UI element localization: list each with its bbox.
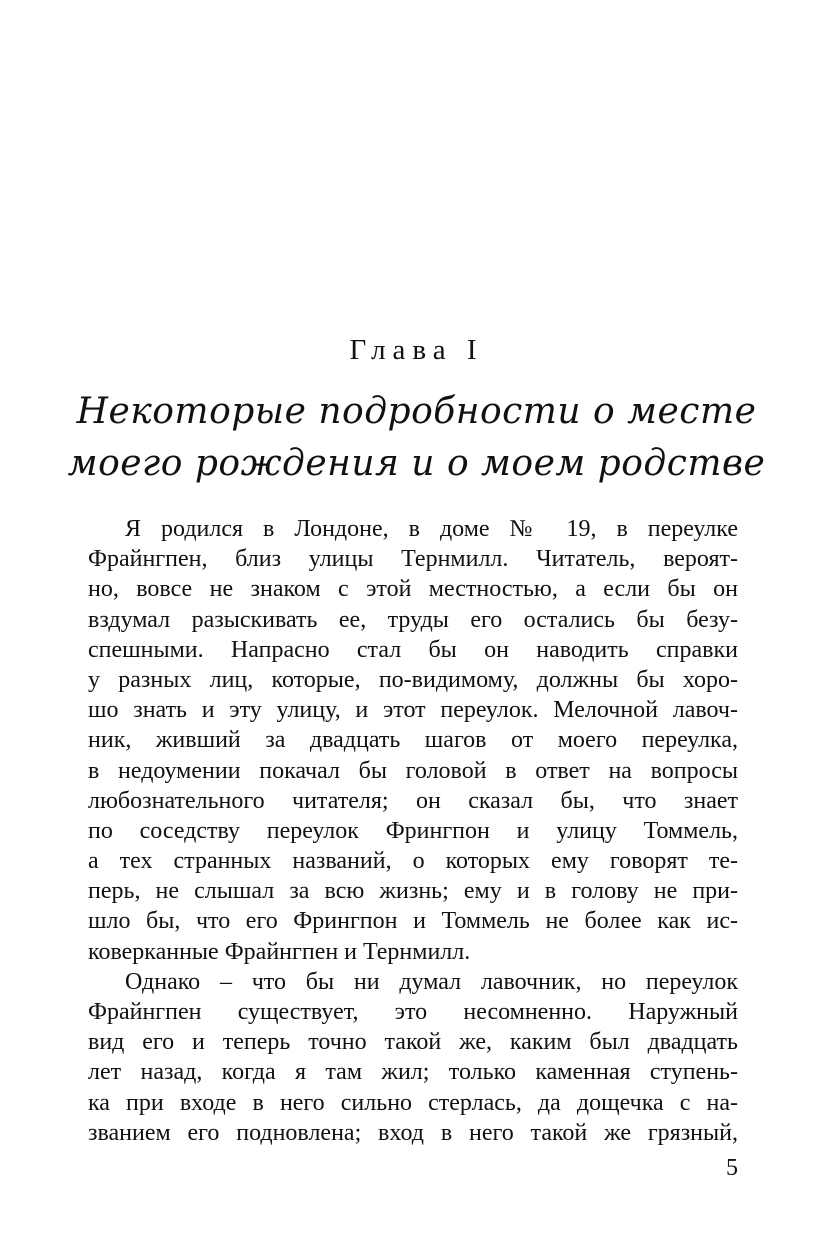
text-line: перь, не слышал за всю жизнь; ему и в голову не при- bbox=[88, 878, 738, 905]
text-line: Однако – что бы ни думал лавочник, но переулок bbox=[125, 968, 738, 995]
text-line: шло бы, что его Фрингпон и Томмель не более как ис- bbox=[88, 908, 738, 935]
text-line: у разных лиц, которые, по-видимому, должны бы хоро- bbox=[88, 666, 738, 693]
text-line: а тех странных названий, о которых ему говорят те- bbox=[88, 848, 738, 875]
text-line: лет назад, когда я там жил; только каменная ступень- bbox=[88, 1059, 738, 1086]
text-line: спешными. Напрасно стал бы он наводить справки bbox=[88, 636, 738, 663]
text-line: коверканные Фрайнгпен и Тернмилл. bbox=[88, 938, 471, 965]
text-line: званием его подновлена; вход в него такой же грязный, bbox=[88, 1119, 738, 1146]
text-line: Фрайнгпен существует, это несомненно. Наружный bbox=[88, 999, 738, 1025]
body-text bbox=[88, 514, 738, 1148]
text-line: по соседству переулок Фрингпон и улицу Томмель, bbox=[88, 817, 738, 844]
text-line: Фрайнгпен, близ улицы Тернмилл. Читатель, вероят- bbox=[88, 546, 738, 573]
text-line: любознательного читателя; он сказал бы, что знает bbox=[88, 787, 738, 814]
text-line: но, вовсе не знаком с этой местностью, а если бы он bbox=[88, 576, 738, 603]
text-line: ка при входе в него сильно стерлась, да дощечка с на- bbox=[88, 1089, 738, 1116]
text-line: вид его и теперь точно такой же, каким был двадцать bbox=[88, 1029, 738, 1056]
chapter-title-line: моего рождения и о моем родстве bbox=[67, 443, 766, 484]
chapter-title-line: Некоторые подробности о месте bbox=[76, 391, 757, 432]
chapter-label: Глава I bbox=[349, 334, 484, 366]
text-line: шо знать и эту улицу, и этот переулок. Мелочной лавоч- bbox=[88, 697, 738, 724]
chapter-title bbox=[60, 386, 773, 490]
text-line: ник, живший за двадцать шагов от моего переулка, bbox=[88, 727, 738, 754]
text-line: в недоумении покачал бы головой в ответ на вопросы bbox=[88, 757, 738, 784]
text-line: Я родился в Лондоне, в доме № 19, в переулке bbox=[125, 516, 738, 542]
text-line: вздумал разыскивать ее, труды его остались бы безу- bbox=[88, 606, 738, 633]
page-number: 5 bbox=[726, 1155, 738, 1181]
